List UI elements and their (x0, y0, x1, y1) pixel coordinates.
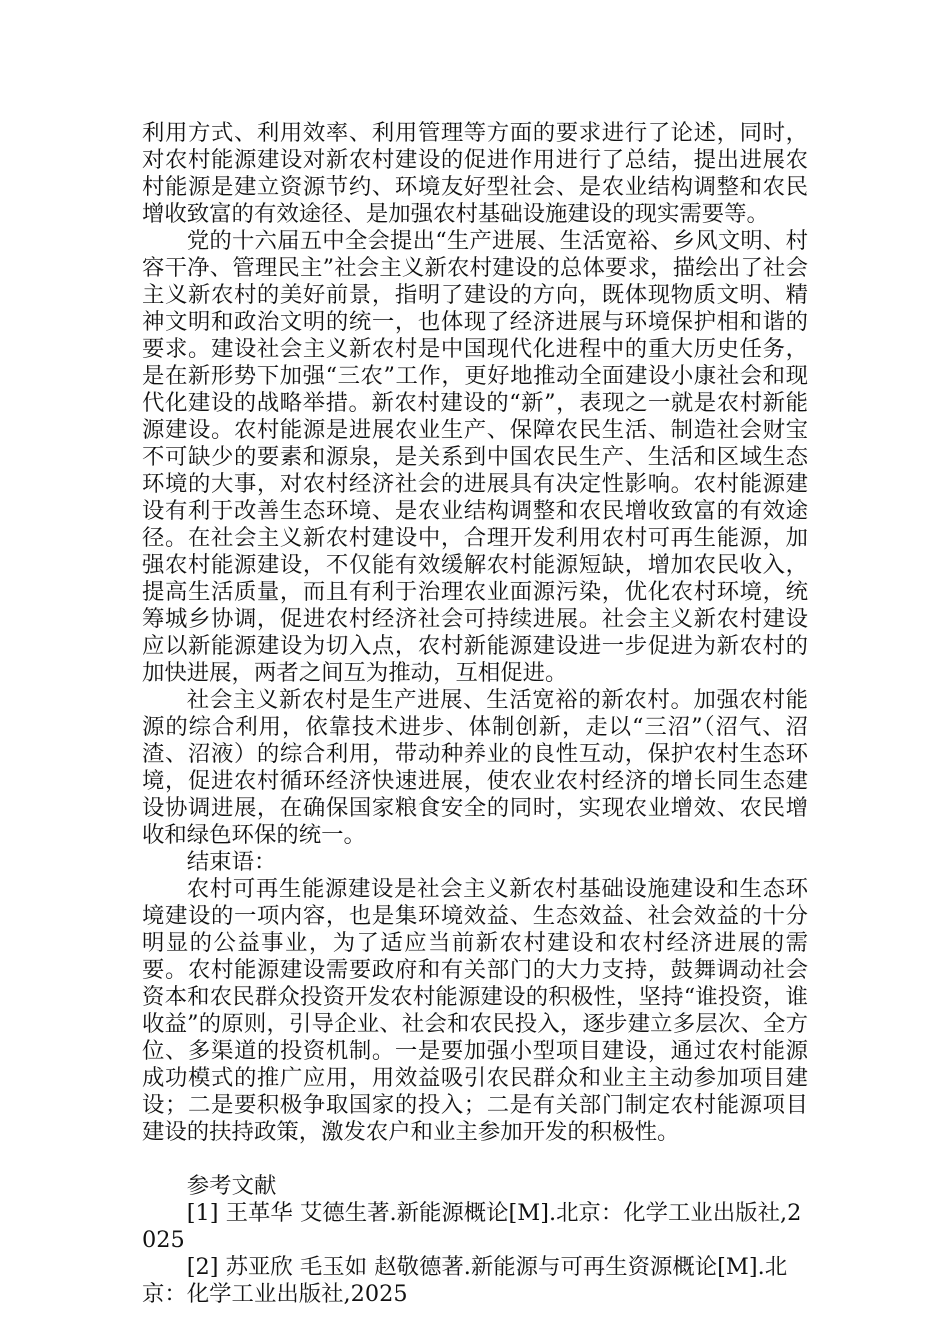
reference-item-1: [1] 王革华 艾德生著.新能源概论[M].北京：化学工业出版社,2025 (142, 1200, 802, 1253)
body-paragraph-3: 社会主义新农村是生产进展、生活宽裕的新农村。加强农村能源的综合利用，依靠技术进步、体制创新，走以“三沼”（沼气、沼渣、沼液）的综合利用，带动种养业的良性互动，保护农村生态环境，促进农村循环经济快速进展，使农业农村经济的增长同生态建设协调进展，在确保国家粮食安全的同时，实现农业增效、农民增收和绿色环保的统一。 (142, 687, 808, 848)
references-heading: 参考文献 (186, 1173, 277, 1199)
conclusion-paragraph: 农村可再生能源建设是社会主义新农村基础设施建设和生态环境建设的一项内容，也是集环境效益、生态效益、社会效益的十分明显的公益事业，为了适应当前新农村建设和农村经济进展的需要。农村能源建设需要政府和有关部门的大力支持，鼓舞调动社会资本和农民群众投资开发农村能源建设的积极性，坚持“谁投资，谁收益”的原则，引导企业、社会和农民投入，逐步建立多层次、全方位、多渠道的投资机制。一是要加强小型项目建设，通过农村能源成功模式的推广应用，用效益吸引农民群众和业主主动参加项目建设；二是要积极争取国家的投入；二是有关部门制定农村能源项目建设的扶持政策，激发农户和业主参加开发的积极性。 (142, 876, 808, 1145)
section-spacer (142, 1146, 808, 1173)
reference-item-2: [2] 苏亚欣 毛玉如 赵敬德著.新能源与可再生资源概论[M].北京：化学工业出版社,2025 (142, 1254, 788, 1307)
conclusion-heading: 结束语： (186, 849, 277, 875)
body-paragraph-1: 利用方式、利用效率、利用管理等方面的要求进行了论述，同时，对农村能源建设对新农村建设的促进作用进行了总结，提出进展农村能源是建立资源节约、环境友好型社会、是农业结构调整和农民增收致富的有效途径、是加强农村基础设施建设的现实需要等。 (142, 120, 808, 227)
document-page (142, 120, 808, 1308)
body-paragraph-2: 党的十六届五中全会提出“生产进展、生活宽裕、乡风文明、村容干净、管理民主”社会主义新农村建设的总体要求，描绘出了社会主义新农村的美好前景，指明了建设的方向，既体现物质文明、精神文明和政治文明的统一，也体现了经济进展与环境保护相和谐的要求。建设社会主义新农村是中国现代化进程中的重大历史任务，是在新形势下加强“三农”工作，更好地推动全面建设小康社会和现代化建设的战略举措。新农村建设的“新”，表现之一就是农村新能源建设。农村能源是进展农业生产、保障农民生活、制造社会财宝不可缺少的要素和源泉，是关系到中国农民生产、生活和区域生态环境的大事，对农村经济社会的进展具有决定性影响。农村能源建设有利于改善生态环境、是农业结构调整和农民增收致富的有效途径。在社会主义新农村建设中，合理开发利用农村可再生能源，加强农村能源建设，不仅能有效缓解农村能源短缺，增加农民收入，提高生活质量，而且有利于治理农业面源污染，优化农村环境，统筹城乡协调，促进农村经济社会可持续进展。社会主义新农村建设应以新能源建设为切入点，农村新能源建设进一步促进为新农村的加快进展，两者之间互为推动，互相促进。 (142, 228, 808, 686)
